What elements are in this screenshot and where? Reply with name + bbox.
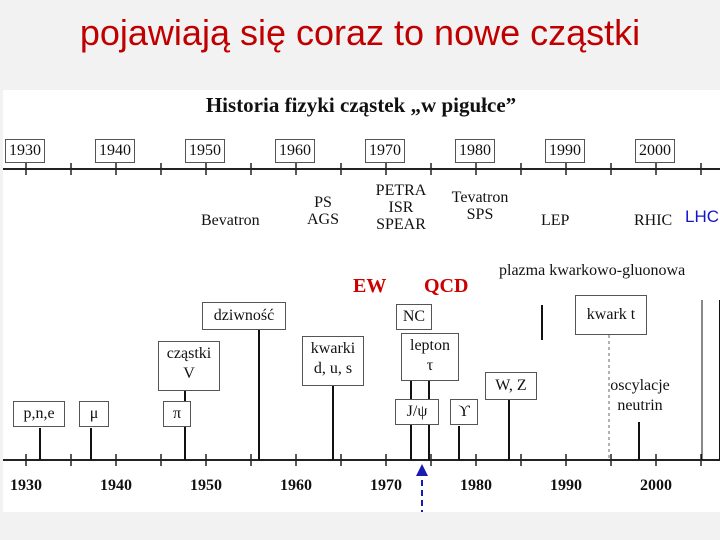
label-plasma: plazma kwarkowo-gluonowa	[499, 262, 686, 279]
year-bottom-1960: 1960	[280, 477, 312, 494]
year-top-1930: 1930	[5, 139, 45, 163]
label-qcd: QCD	[424, 275, 469, 297]
box-mu: μ	[79, 401, 109, 427]
box-upsilon: ϒ	[450, 399, 478, 425]
box-tau-lepton: lepton τ	[401, 333, 459, 381]
year-bottom-1950: 1950	[190, 477, 222, 494]
accel-tevatron-sps: Tevatron SPS	[451, 189, 509, 223]
year-bottom-1940: 1940	[100, 477, 132, 494]
box-top-quark: kwark t	[575, 295, 647, 335]
slide-title: pojawiają się coraz to nowe cząstki	[79, 12, 641, 53]
year-top-1980: 1980	[455, 139, 495, 163]
accel-bevatron: Bevatron	[201, 212, 260, 229]
box-pne: p,n,e	[13, 401, 65, 427]
year-bottom-1930: 1930	[10, 477, 42, 494]
label-ew: EW	[353, 275, 387, 297]
year-top-1970: 1970	[365, 139, 405, 163]
box-wz: W, Z	[485, 372, 537, 400]
year-bottom-1980: 1980	[460, 477, 492, 494]
box-pi: π	[163, 401, 191, 427]
accel-lep: LEP	[541, 212, 570, 229]
box-jpsi: J/ψ	[395, 399, 439, 425]
label-neutrino-oscillations: oscylacje neutrin	[610, 377, 670, 414]
box-v-particles: cząstki V	[158, 341, 220, 391]
box-nc: NC	[396, 304, 432, 330]
year-bottom-2000: 2000	[640, 477, 672, 494]
accel-petra-isr-spear: PETRA ISR SPEAR	[375, 182, 427, 233]
year-top-1990: 1990	[545, 139, 585, 163]
diagram-title: Historia fizyki cząstek „w pigułce”	[205, 93, 517, 117]
year-bottom-1990: 1990	[550, 477, 582, 494]
current-time-arrow	[416, 464, 428, 512]
accel-ps-ags: PS AGS	[306, 194, 340, 228]
year-top-1960: 1960	[275, 139, 315, 163]
timeline-diagram	[3, 90, 720, 512]
box-quarks: kwarki d, u, s	[302, 336, 364, 386]
year-bottom-1970: 1970	[370, 477, 402, 494]
box-strangeness: dziwność	[202, 302, 286, 330]
accel-rhic: RHIC	[634, 212, 673, 229]
year-top-1950: 1950	[185, 139, 225, 163]
year-top-2000: 2000	[635, 139, 675, 163]
year-top-1940: 1940	[95, 139, 135, 163]
accel-lhc: LHC	[685, 207, 720, 226]
